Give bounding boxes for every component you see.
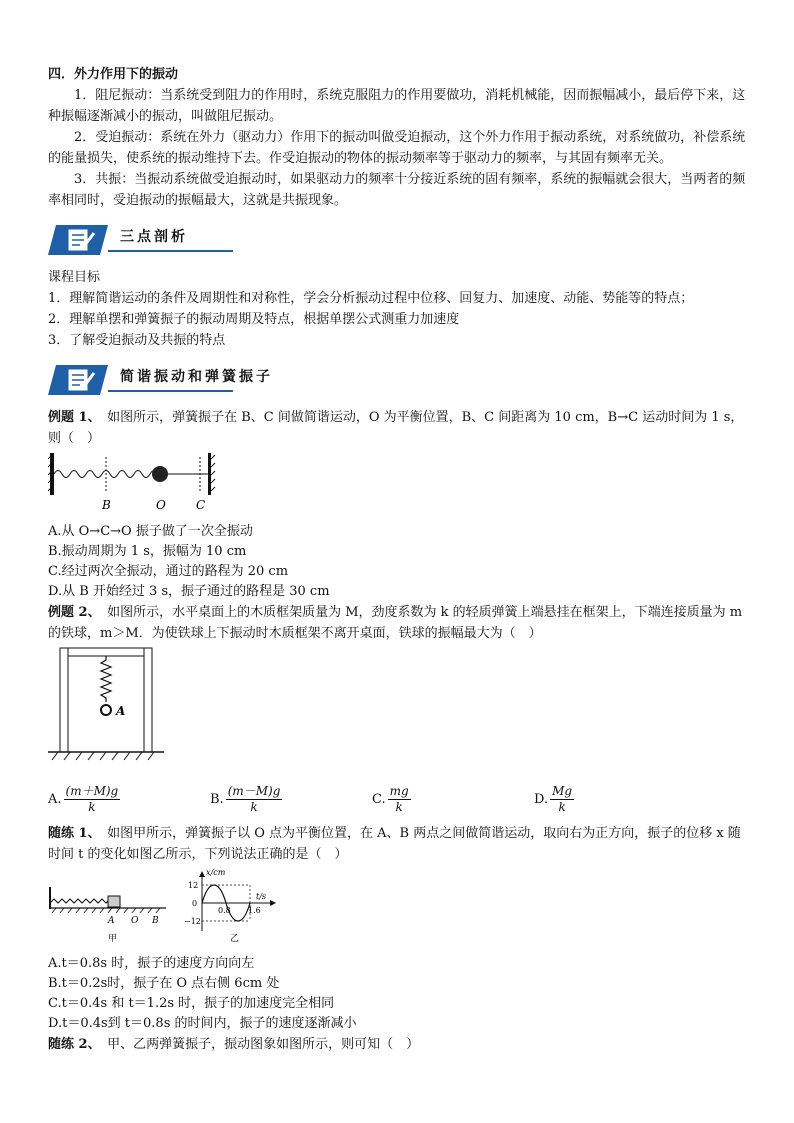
section-heading: 四．外力作用下的振动 (48, 67, 179, 82)
practice-label: 随练 2、 (48, 1037, 95, 1052)
page (48, 64, 748, 1055)
example-label: 例题 2、 (48, 605, 95, 620)
fraction: $\frac{(m-M)g}{k}$ (227, 783, 281, 814)
svg-text:x/cm: x/cm (206, 868, 226, 877)
banner-three-points (48, 221, 748, 259)
banner-title: 简谐振动和弹簧振子 (120, 369, 273, 385)
option-b[interactable]: B.振动周期为 1 s，振幅为 10 cm (48, 544, 247, 559)
caption-yi: 乙 (230, 934, 240, 944)
svg-text:−12: −12 (184, 917, 201, 926)
svg-text:0.8: 0.8 (218, 906, 231, 915)
label-c: C (196, 498, 206, 512)
label-a: A (116, 704, 126, 718)
svg-text:1.6: 1.6 (248, 906, 261, 915)
paragraph-resonance: 3．共振：当振动系统做受迫振动时，如果驱动力的频率十分接近系统的固有频率，系统的振幅就会很大，当两者的频率相同时，受迫振动的振幅最大，这就是共振现象。 (48, 172, 746, 208)
option-letter: B. (210, 791, 224, 807)
svg-text:A: A (108, 916, 115, 926)
label-b: B (102, 498, 111, 512)
practice-label: 随练 1、 (48, 826, 95, 841)
practice-1-stem (48, 823, 748, 865)
fraction: $\frac{(m+M)g}{k}$ (65, 783, 119, 814)
objectives-title: 课程目标 (48, 270, 101, 285)
option-a[interactable] (48, 784, 210, 815)
option-letter: D. (534, 791, 549, 807)
objective-item: 1．理解简谐运动的条件及周期性和对称性，学会分析振动过程中位移、回复力、加速度、动能、势能等的特点； (48, 291, 694, 306)
example-1-stem (48, 407, 748, 449)
option-d[interactable]: D.从 B 开始经过 3 s，振子通过的路程是 30 cm (48, 584, 330, 599)
svg-text:O: O (131, 916, 139, 926)
example-2-options (48, 777, 748, 821)
option-b[interactable]: B.t＝0.2s时，振子在 O 点右侧 6cm 处 (48, 976, 280, 991)
practice-text: 甲、乙两弹簧振子，振动图象如图所示，则可知（ ） (94, 1037, 420, 1052)
paragraph-forced: 2．受迫振动：系统在外力（驱动力）作用下的振动叫做受迫振动，这个外力作用于振动系统，对系统做功，补偿系统的能量损失，使系统的振动维持下去。作受迫振动的物体的振动频率等于驱动力的频率，与其固有频率无关。 (48, 130, 746, 166)
caption-jia: 甲 (108, 934, 118, 944)
option-d[interactable] (534, 784, 696, 815)
paragraph-damped: 1．阻尼振动：当系统受到阻力的作用时，系统克服阻力的作用要做功，消耗机械能，因而振幅减小，最后停下来，这种振幅逐渐减小的振动，叫做阻尼振动。 (48, 88, 746, 124)
example-text: 如图所示，弹簧振子在 B、C 间做简谐运动，O 为平衡位置，B、C 间距离为 10 cm，B→C 运动时间为 1 s，则（ ） (48, 410, 744, 446)
figure-yi (184, 868, 276, 944)
banner-title: 三点剖析 (120, 229, 188, 245)
frame-spring-figure (48, 646, 748, 775)
option-c[interactable] (372, 784, 534, 815)
option-a[interactable]: A.从 O→C→O 振子做了一次全振动 (48, 524, 253, 539)
svg-text:0: 0 (192, 899, 198, 908)
practice-text: 如图甲所示，弹簧振子以 O 点为平衡位置，在 A、B 两点之间做简谐运动，取向右为正方向，振子的位移 x 随时间 t 的变化如图乙所示，下列说法正确的是（ ） (48, 826, 741, 862)
svg-text:12: 12 (188, 881, 199, 890)
banner-shm (48, 361, 748, 399)
svg-text:B: B (152, 916, 159, 926)
option-c[interactable]: C.经过两次全振动，通过的路程为 20 cm (48, 564, 289, 579)
option-b[interactable] (210, 784, 372, 815)
fraction: $\frac{mg}{k}$ (389, 783, 409, 814)
label-o: O (156, 498, 166, 512)
example-text: 如图所示，水平桌面上的木质框架质量为 M，劲度系数为 k 的轻质弹簧上端悬挂在框架上，下端连接质量为 m 的铁球，m＞M．为使铁球上下振动时木质框架不离开桌面，铁球的振幅最大为（ ） (48, 605, 743, 641)
example-label: 例题 1、 (48, 410, 95, 425)
objective-item: 3．了解受迫振动及共振的特点 (48, 333, 226, 348)
option-letter: A. (48, 791, 62, 807)
spring-oscillator-figure (48, 451, 748, 520)
example-2-stem (48, 602, 748, 644)
option-c[interactable]: C.t＝0.4s 和 t＝1.2s 时，振子的加速度完全相同 (48, 996, 335, 1011)
figure-jia (50, 887, 166, 944)
option-d[interactable]: D.t＝0.4s到 t＝0.8s 的时间内，振子的速度逐渐减小 (48, 1016, 357, 1031)
objective-item: 2．理解单摆和弹簧振子的振动周期及特点，根据单摆公式测重力加速度 (48, 312, 460, 327)
practice-1-figures (48, 867, 748, 952)
option-letter: C. (372, 791, 386, 807)
fraction: $\frac{Mg}{k}$ (552, 783, 573, 814)
practice-2-stem (48, 1034, 748, 1055)
option-a[interactable]: A.t＝0.8s 时，振子的速度方向向左 (48, 956, 255, 971)
svg-text:t/s: t/s (256, 892, 267, 901)
